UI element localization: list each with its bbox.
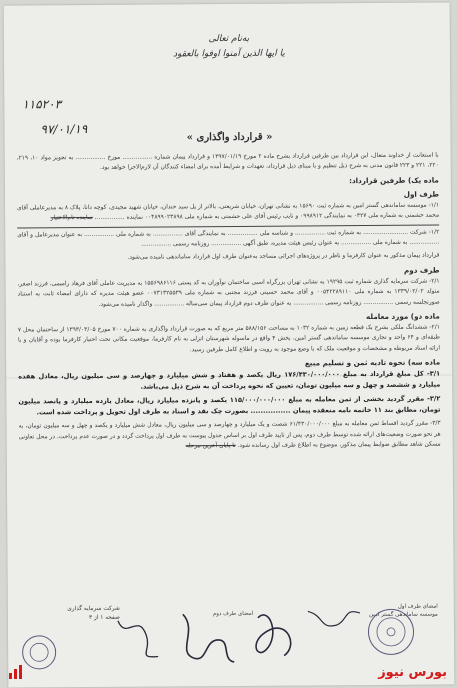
article-3-paragraph-2: ۳/۲- مقرر گردید بخشی از ثمن معامله به مبلغ ۱۱۵/۰۰۰/۰۰۰/۰۰۰ یکصد و پانزده میلیارد ریال، معادل یازده میلیارد و پانصد میلیون تومان، مطابق بند ۱۱ خاتمه نامه منعقده پیمان ................ بصورت چک نقد و اسناد به طرف اول تحویل و پرداخت شده است.	[18, 394, 441, 417]
basmala-line-2: یا ایها الذین آمنوا اوفوا بالعقود	[173, 48, 285, 60]
article-3-text-3: ۳/۳- مقرر گردید اقساط ثمن معامله به مبلغ ۶۱/۴۳۰/۰۰۰/۰۰۰ شصت و یک میلیارد و چهارصد و سی میلیون ریال، معادل شش میلیارد و یکصد و چهل و سه میلیون تومان، به هر نحو صورت وضعیت‌های ارائه شده توسط طرف دوم، پس از تایید طرف اول بر اساس جدول پیوست به طرف اول پرداخت گردد و در صورت عدم پرداخت، در محل تعاونی مسکن شاهد مطابق ضوابط پیمان مذکور، موضوع به اطلاع طرف اول رسانده شود.	[18, 420, 441, 450]
intro-paragraph: با استعانت از خداوند متعال، این قرارداد بین طرفین قرارداد بشرح ماده ۲ مورخ ۱۳۹۷/۰۱/۱۹ و قرارداد پیمان شماره ................ مورخ ................ به تجویز مواد ۱۰، ۲۱۹، ۲۲۰، ۲۲۱ و ۲۲۳ قانون مدنی به شرح ذیل تنظیم و با مبنای ذیل قرارداد، تعهدات و شرایط آمده برای امضاء کنندگان آن لازم‌الاجرا خواهد بود.	[16, 152, 439, 172]
company-name: شرکت سرمایه گذاری	[67, 605, 120, 613]
party-1-paragraph-2: ۱/۲- شرکت ........................ به شماره ثبت ................ و شناسه ملی ................ به نمایندگی آقای ................ به شماره ملی ................ به عنوان مدیرعامل و آقای ................ به شماره ملی ................ به عنوان رئیس هیئت مدیره، طبق آگهی ................ روزنامه رسمی ................	[17, 229, 440, 248]
document-title: « قرارداد واگذاری »	[186, 131, 273, 144]
article-3-struck-text: تا پایان آخرین مرحله	[185, 443, 236, 450]
signature-3	[118, 621, 158, 658]
party-2-signature-label: امضای طرف دوم	[212, 610, 254, 618]
party-1-paragraph	[17, 200, 439, 224]
article-2-paragraph: ۲/۱- ششدانگ ملکی بشرح بک قطعه زمین به شماره ۱۰۳۲ به مساحت ۵۸۸/۱۵۶ متر مربع که به صورت قرارداد واگذاری به شماره ۷۰۰ مورخ ۱۳۹۳/۰۳/۰۵ از ساختمان محل ۷ طبقه‌ای و ۶۴ واحد و تجاری موسسه ساماندهی گستر امین، بخش ۴ واقع در ماسوله شهرستان انزلی به نام کارفرما، موقعیت مکانی تحت اختیار کارفرما بوده و آقایان و با ارائه اسناد مربوطه و مشخصات و موقعیت ملک که با وضع موجود به رویت و اطلاع کامل طرفین رسید.	[17, 324, 441, 354]
stamp-ring-small	[25, 638, 53, 666]
party-2-paragraph: ۲/۱- شرکت سرمایه گذاری شماره ثبت ۱۹۲۹۵ به نشانی تهران بزرگراه اسبی ساختمان نوآوران به کد پستی ۱۵۵۶۹۸۶۱۱۶ به مدیریت عاملی آقای فرهاد رامیمی، فرزند اصغر، متولد ۱۳۳۹/۰۲/۰۲ به شماره ملی ۰۰۵۴۲۲۸۹۱۱۰ و آقای محمد حسینی فرزند مجتبی به شماره ملی ۰۰۷۳۱۳۲۵۵۳۹ عضو هیئت مدیره که دارای امضاء ثابت به استناد صورتجلسه رسمی ................ روزنامه رسمی ................ به عنوان طرف دوم قرارداد پیمان سی‌ساله ................ واگذار نامیده می‌شود.	[17, 278, 440, 308]
page-number-label: صفحه ۱ از ۳	[88, 614, 120, 621]
news-logo-icon	[8, 664, 24, 680]
party-1-paragraph-3: قرارداد پیمان مذکور به عنوان کارفرما و ناظر در پروژه‌های اجرائی مساجد به‌عنوان طرف اول قرارداد ساماندهی نامیده می‌شود.	[127, 252, 440, 262]
header-basmala	[154, 31, 304, 62]
article-3-paragraph-3	[19, 419, 441, 453]
article-3-paragraph-1: ۳/۱- کل مبلغ قرارداد به مبلغ ۱۷۶/۴۳۰/۰۰۰/۰۰۰ ریال یکصد و هفتاد و شش میلیارد و چهارصد و سی میلیون ریال، معادل هفده میلیارد و ششصد و چهل و سه میلیون تومان، تعیین که نحوه پرداخت آن به شرح ذیل می‌باشد.	[18, 369, 441, 391]
party-1-text: ۱/۱- موسسه ساماندهی گستر امین به شماره ثبت ۱۵۶۹۰ به نشانی تهران، خیابان شریعتی، بالاتر از پل سید خندان، خیابان شهید مجیدی، کوچه دانا، پلاک ۸ به مدیرعاملی آقای محمد حشمتی به شماره ملی ۰۳۲۷ به نمایندگی ۰۹۹۸۹۱۲ و نایب رئیس آقای علی حشمتی به شماره ملی ۰۰۴۸۹۹۰۲۳۸۹۸ نماینده ................	[17, 202, 440, 222]
basmala-line-1: به‌نام تعالی	[208, 33, 250, 45]
signature-2	[183, 614, 234, 662]
watermark-brand: بورس نیوز	[378, 665, 447, 680]
article-2-heading: ماده دو) مورد معامله	[366, 311, 440, 322]
handwritten-date: ۹۷/۰۱/۱۹	[40, 121, 88, 137]
company-stamp	[22, 635, 56, 669]
signature-1	[256, 615, 291, 656]
party-1-heading: طرف اول	[403, 189, 439, 199]
article-1-heading: ماده یک) طرفین قرارداد:	[349, 175, 439, 185]
party-2-heading: طرف دوم	[403, 265, 440, 275]
article-3-heading: ماده سه) نحوه تادیه ثمن و تسلیم مبیع	[304, 357, 441, 368]
stamp-ring	[368, 609, 413, 654]
signature-4	[308, 611, 360, 626]
party-1-signature-label: امضای طرف اول	[397, 603, 438, 610]
party-1-org-name: موسسه ساماندهی گستر امین	[369, 611, 438, 619]
party-1-struck-text: نماینده تام‌الاختیار	[50, 215, 93, 222]
document-paper	[4, 2, 455, 687]
document-body	[17, 151, 441, 456]
handwritten-number: ۱۱۵۲۰۳	[22, 97, 62, 112]
